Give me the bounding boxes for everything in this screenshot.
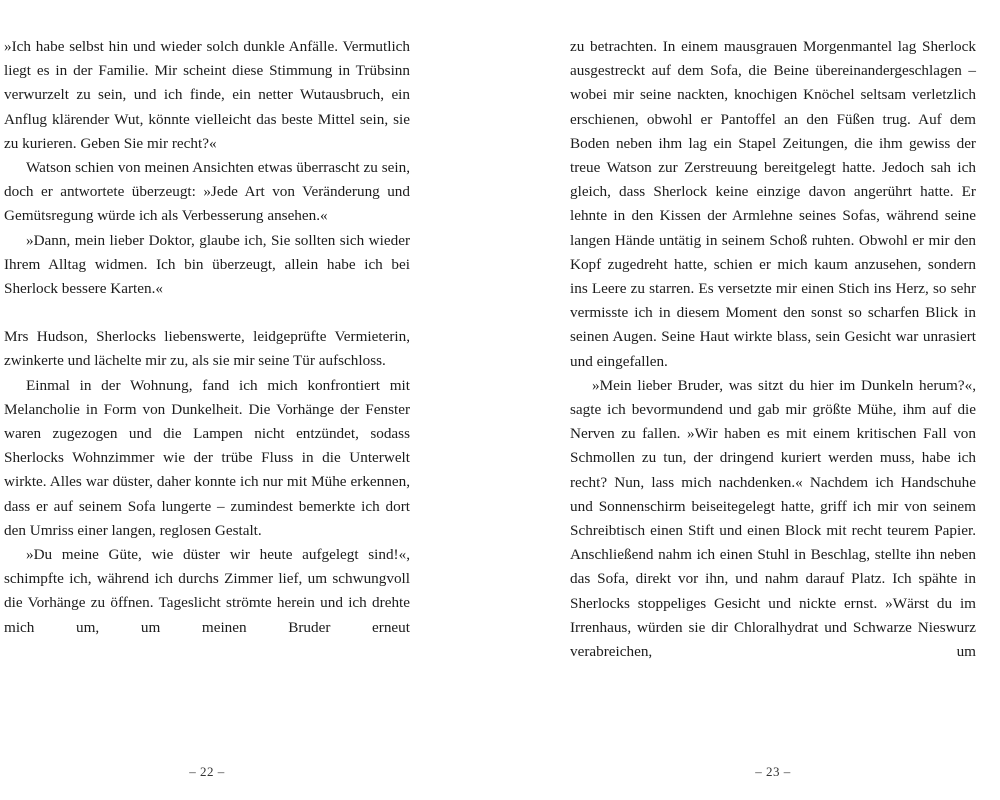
- paragraph: »Ich habe selbst hin und wieder solch dunkle Anfälle. Vermutlich liegt es in der Familie. Mir scheint diese Stimmung in Trübsinn verwurzelt zu sein, und ich finde, ein netter Wutausbruch, ein Anflug klärender Wut, könnte vielleicht das beste Mittel sein, sie zu kurieren. Geben Sie mir recht?«: [4, 38, 410, 152]
- paragraph: Mrs Hudson, Sherlocks liebenswerte, leidgeprüfte Vermieterin, zwinkerte und lächelte mir zu, als sie mir seine Tür aufschloss.: [4, 328, 410, 370]
- right-page-text: [570, 35, 976, 664]
- paragraph: »Du meine Güte, wie düster wir heute aufgelegt sind!«, schimpfte ich, während ich durchs Zimmer lief, um schwungvoll die Vorhänge zu öffnen. Tageslicht strömte herein und ich drehte mich um, um meinen Bruder erneut: [4, 546, 410, 636]
- paragraph: Watson schien von meinen Ansichten etwas überrascht zu sein, doch er antwortete überzeugt: »Jede Art von Veränderung und Gemütsregung würde ich als Verbesserung ansehen.«: [4, 159, 410, 225]
- left-page-text: [4, 35, 410, 640]
- paragraph: »Dann, mein lieber Doktor, glaube ich, Sie sollten sich wieder Ihrem Alltag widmen. Ich bin überzeugt, allein habe ich bei Sherlock bessere Karten.«: [4, 231, 410, 298]
- paragraph: Einmal in der Wohnung, fand ich mich konfrontiert mit Melancholie in Form von Dunkelheit. Die Vorhänge der Fenster waren zugezogen und die Lampen nicht entzündet, sodass Sherlocks Wohnzimmer wie der trübe Fluss in die Unterwelt wirkte. Alles war düster, daher konnte ich nur mit Mühe erkennen, dass er auf seinem Sofa lungerte – zumindest bemerkte ich dort den Umriss einer langen, reglosen Gestalt.: [4, 376, 410, 539]
- paragraph: »Mein lieber Bruder, was sitzt du hier im Dunkeln herum?«, sagte ich bevormundend und gab mir größte Mühe, ihm auf die Nerven zu fallen. »Wir haben es mit einem kritischen Fall von Schmollen zu tun, der dringend kuriert werden muss, habe ich recht? Nun, lass mich nachdenken.« Nachdem ich Handschuhe und Sonnenschirm beiseitegelegt hatte, griff ich mir von seinem Schreibtisch einen Stift und einen Block mit recht teurem Papier. Anschließend nahm ich einen Stuhl in Beschlag, stellte ihn neben das Sofa, direkt vor ihn, und nahm darauf Platz. Ich spähte in Sherlocks stoppeliges Gesicht und nickte ernst. »Wärst du im Irrenhaus, würden sie dir Chloralhydrat und Schwarze Nieswurz verabreichen, um: [570, 376, 976, 661]
- paragraph: zu betrachten. In einem mausgrauen Morgenmantel lag Sherlock ausgestreckt auf dem Sofa, die Beine übereinandergeschlagen – wobei mir seine nackten, knochigen Knöchel seltsam verletzlich erschienen, obwohl er Pantoffel an den Füßen trug. Auf dem Boden neben ihm lag ein Stapel Zeitungen, die ihm gewiss der treue Watson zur Zerstreuung bereitgelegt hatte. Jedoch sah ich gleich, dass Sherlock keine einzige davon angerührt hatte. Er lehnte in den Kissen der Armlehne seines Sofas, während seine langen Hände untätig in seinem Schoß ruhten. Obwohl er mir den Kopf zugedreht hatte, schien er mich kaum anzusehen, sondern ins Leere zu starren. Es versetzte mir einen Stich ins Herz, so sehr vermisste ich in diesem Moment den sonst so scharfen Blick in seinen Augen. Seine Haut wirkte blass, sein Gesicht war unrasiert und eingefallen.: [570, 38, 976, 370]
- page-number-left: – 22 –: [189, 764, 225, 779]
- page-number-right: – 23 –: [755, 764, 791, 779]
